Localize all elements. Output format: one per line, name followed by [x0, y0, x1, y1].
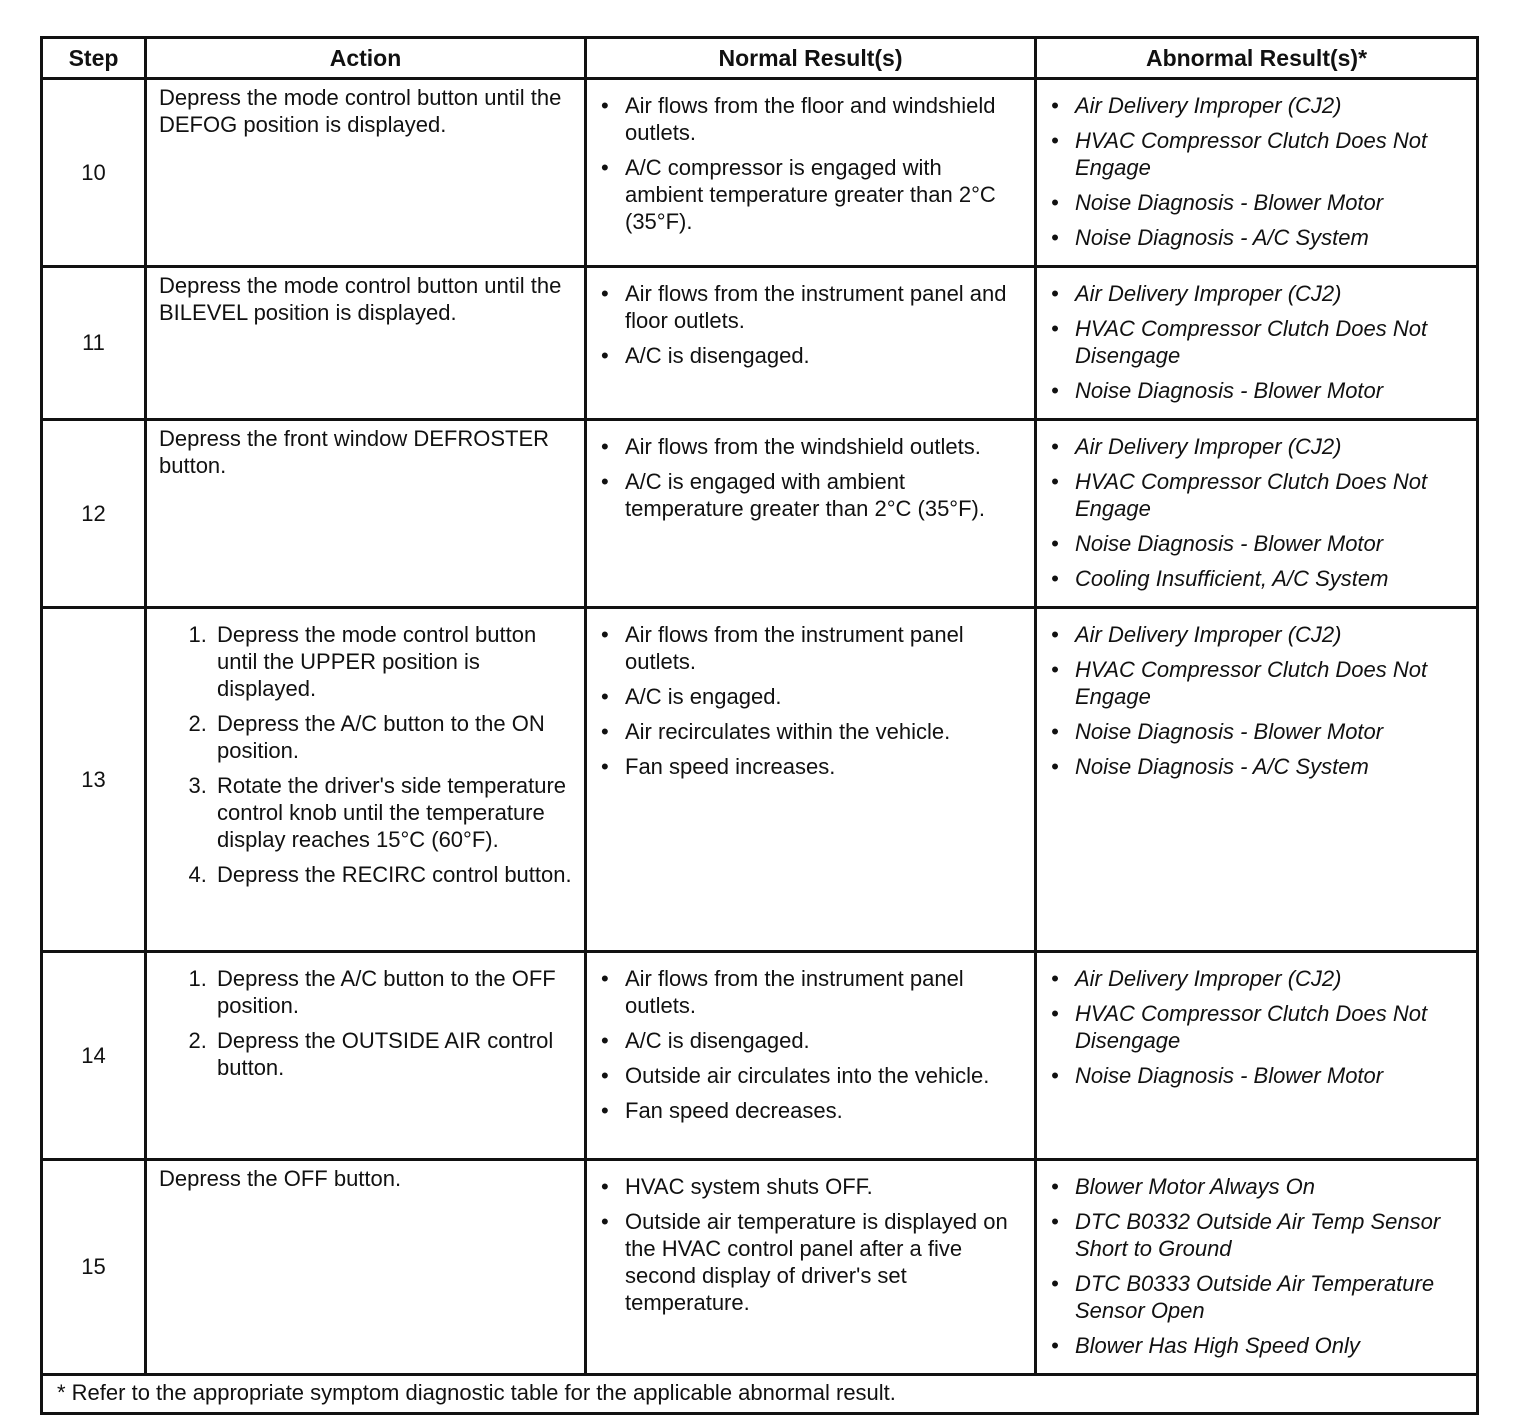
normal-result-item: • A/C is engaged with ambient temperature greater than 2°C (35°F). — [625, 468, 1026, 522]
normal-result-item: • Air flows from the instrument panel outlets. — [625, 965, 1026, 1019]
footnote-row — [42, 1375, 1478, 1414]
abnormal-result-item: • Air Delivery Improper (CJ2) — [1075, 92, 1468, 119]
abnormal-result-item: • HVAC Compressor Clutch Does Not Engage — [1075, 127, 1468, 181]
normal-results-list — [625, 433, 1026, 522]
abnormal-result-item: • HVAC Compressor Clutch Does Not Engage — [1075, 468, 1468, 522]
abnormal-result-item: • Blower Has High Speed Only — [1075, 1332, 1468, 1359]
action-step-item: 3. Rotate the driver's side temperature control knob until the temperature display reaches 15°C (60°F). — [213, 772, 574, 853]
abnormal-results-list — [1075, 433, 1468, 592]
normal-results-list — [625, 92, 1026, 235]
abnormal-results-cell — [1036, 267, 1478, 420]
action-cell — [146, 420, 586, 608]
abnormal-result-item: • Air Delivery Improper (CJ2) — [1075, 621, 1468, 648]
abnormal-result-item: • HVAC Compressor Clutch Does Not Disengage — [1075, 1000, 1468, 1054]
abnormal-result-item: • Air Delivery Improper (CJ2) — [1075, 280, 1468, 307]
action-cell — [146, 79, 586, 267]
abnormal-result-item: • HVAC Compressor Clutch Does Not Engage — [1075, 656, 1468, 710]
header-abnormal-results: Abnormal Result(s)* — [1036, 38, 1478, 79]
abnormal-results-list — [1075, 92, 1468, 251]
abnormal-result-item: • Cooling Insufficient, A/C System — [1075, 565, 1468, 592]
step-number: 12 — [42, 420, 146, 608]
step-number: 15 — [42, 1160, 146, 1375]
normal-results-cell — [586, 608, 1036, 952]
abnormal-result-item: • Air Delivery Improper (CJ2) — [1075, 965, 1468, 992]
abnormal-results-list — [1075, 1173, 1468, 1359]
abnormal-results-cell — [1036, 952, 1478, 1160]
footnote: * Refer to the appropriate symptom diagnostic table for the applicable abnormal result. — [42, 1375, 1478, 1414]
normal-result-item: • Air recirculates within the vehicle. — [625, 718, 1026, 745]
action-steps-list — [159, 621, 574, 888]
action-text: Depress the mode control button until the DEFOG position is displayed. — [159, 85, 562, 137]
header-normal-results: Normal Result(s) — [586, 38, 1036, 79]
normal-result-item: • Fan speed decreases. — [625, 1097, 1026, 1124]
diagnostic-table — [40, 36, 1479, 1415]
normal-results-cell — [586, 267, 1036, 420]
abnormal-result-item: • Noise Diagnosis - Blower Motor — [1075, 1062, 1468, 1089]
step-number: 11 — [42, 267, 146, 420]
normal-results-list — [625, 1173, 1026, 1316]
table-body — [42, 79, 1478, 1375]
action-text: Depress the OFF button. — [159, 1166, 402, 1191]
normal-result-item: • Outside air temperature is displayed on the HVAC control panel after a five second display of driver's set temperature. — [625, 1208, 1026, 1316]
action-step-item: 1. Depress the A/C button to the OFF position. — [213, 965, 574, 1019]
abnormal-result-item: • Noise Diagnosis - A/C System — [1075, 224, 1468, 251]
action-step-item: 4. Depress the RECIRC control button. — [213, 861, 574, 888]
normal-result-item: • A/C is disengaged. — [625, 1027, 1026, 1054]
abnormal-results-list — [1075, 965, 1468, 1089]
abnormal-result-item: • Noise Diagnosis - A/C System — [1075, 753, 1468, 780]
normal-result-item: • Outside air circulates into the vehicle. — [625, 1062, 1026, 1089]
abnormal-result-item: • DTC B0332 Outside Air Temp Sensor Short to Ground — [1075, 1208, 1468, 1262]
action-cell — [146, 267, 586, 420]
step-number: 14 — [42, 952, 146, 1160]
header-step: Step — [42, 38, 146, 79]
abnormal-result-item: • Noise Diagnosis - Blower Motor — [1075, 718, 1468, 745]
abnormal-results-cell — [1036, 1160, 1478, 1375]
normal-result-item: • A/C is disengaged. — [625, 342, 1026, 369]
normal-results-list — [625, 965, 1026, 1124]
abnormal-results-list — [1075, 280, 1468, 404]
abnormal-result-item: • Noise Diagnosis - Blower Motor — [1075, 530, 1468, 557]
table-row — [42, 420, 1478, 608]
normal-results-cell — [586, 952, 1036, 1160]
action-text: Depress the front window DEFROSTER button. — [159, 426, 550, 478]
abnormal-results-cell — [1036, 79, 1478, 267]
normal-results-list — [625, 280, 1026, 369]
abnormal-results-cell — [1036, 608, 1478, 952]
normal-result-item: • A/C is engaged. — [625, 683, 1026, 710]
action-cell — [146, 952, 586, 1160]
header-action: Action — [146, 38, 586, 79]
table-row — [42, 608, 1478, 952]
normal-results-cell — [586, 1160, 1036, 1375]
normal-result-item: • Air flows from the instrument panel outlets. — [625, 621, 1026, 675]
header-row — [42, 38, 1478, 79]
normal-results-cell — [586, 79, 1036, 267]
action-cell — [146, 608, 586, 952]
table-row — [42, 79, 1478, 267]
step-number: 13 — [42, 608, 146, 952]
action-step-item: 2. Depress the OUTSIDE AIR control button. — [213, 1027, 574, 1081]
step-number: 10 — [42, 79, 146, 267]
table-row — [42, 267, 1478, 420]
table-row — [42, 952, 1478, 1160]
abnormal-results-list — [1075, 621, 1468, 780]
table-row — [42, 1160, 1478, 1375]
normal-results-list — [625, 621, 1026, 780]
normal-result-item: • Air flows from the floor and windshield outlets. — [625, 92, 1026, 146]
abnormal-result-item: • HVAC Compressor Clutch Does Not Disengage — [1075, 315, 1468, 369]
action-steps-list — [159, 965, 574, 1081]
action-cell — [146, 1160, 586, 1375]
abnormal-result-item: • Blower Motor Always On — [1075, 1173, 1468, 1200]
normal-result-item: • Air flows from the windshield outlets. — [625, 433, 1026, 460]
diagnostic-table-container — [40, 36, 1476, 1415]
abnormal-result-item: • DTC B0333 Outside Air Temperature Sensor Open — [1075, 1270, 1468, 1324]
action-text: Depress the mode control button until the BILEVEL position is displayed. — [159, 273, 562, 325]
action-step-item: 1. Depress the mode control button until the UPPER position is displayed. — [213, 621, 574, 702]
abnormal-result-item: • Noise Diagnosis - Blower Motor — [1075, 189, 1468, 216]
abnormal-result-item: • Air Delivery Improper (CJ2) — [1075, 433, 1468, 460]
abnormal-result-item: • Noise Diagnosis - Blower Motor — [1075, 377, 1468, 404]
abnormal-results-cell — [1036, 420, 1478, 608]
normal-result-item: • HVAC system shuts OFF. — [625, 1173, 1026, 1200]
normal-results-cell — [586, 420, 1036, 608]
normal-result-item: • Fan speed increases. — [625, 753, 1026, 780]
normal-result-item: • Air flows from the instrument panel and floor outlets. — [625, 280, 1026, 334]
action-step-item: 2. Depress the A/C button to the ON position. — [213, 710, 574, 764]
normal-result-item: • A/C compressor is engaged with ambient temperature greater than 2°C (35°F). — [625, 154, 1026, 235]
